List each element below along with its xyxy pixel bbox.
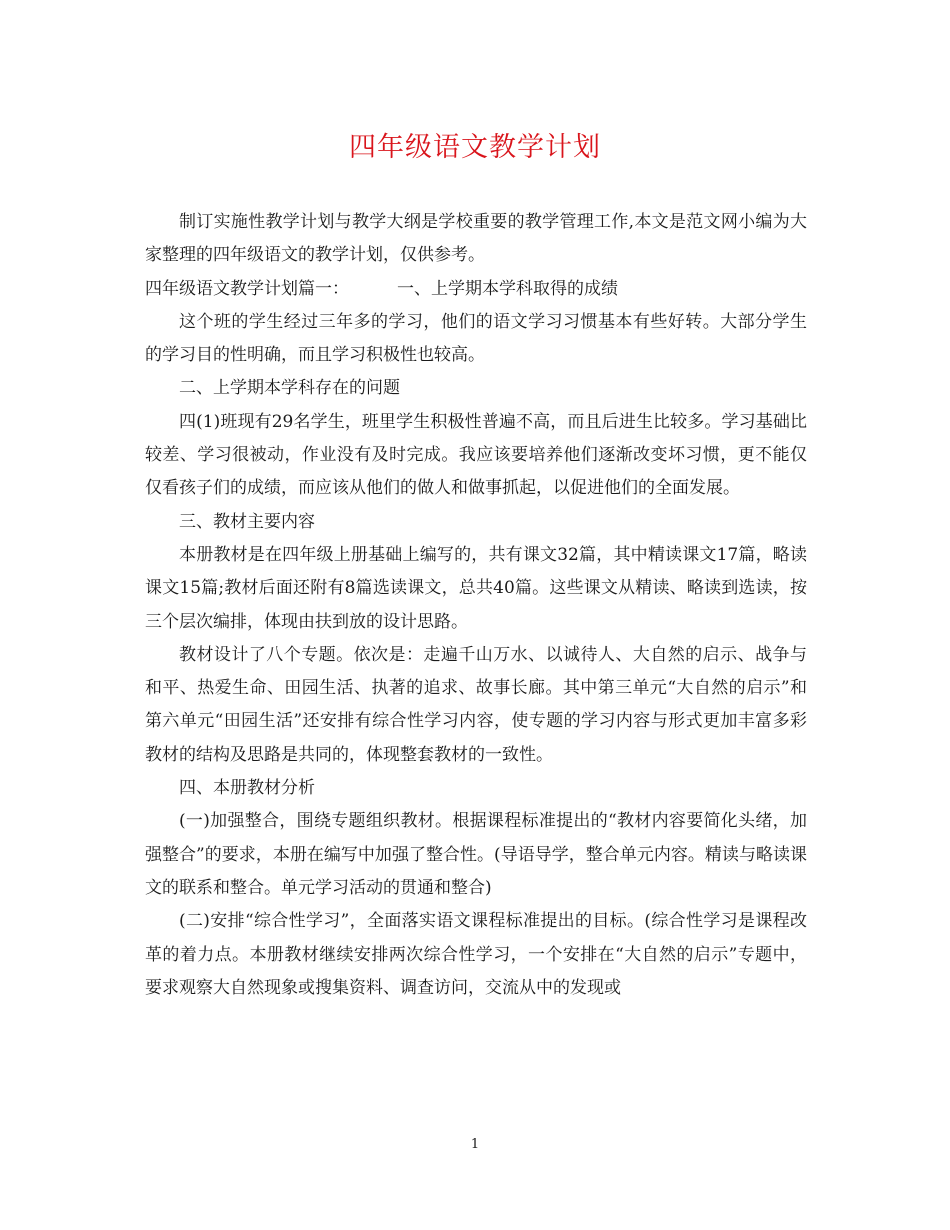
section4-paragraph-2: (二)安排“综合性学习”，全面落实语文课程标准提出的目标。(综合性学习是课程改革的着力点。本册教材继续安排两次综合性学习，一个安排在“大自然的启示”专题中，要求观察大自然现象或搜集资料、调查访问，交流从中的发现或	[145, 911, 807, 998]
section3-paragraph-2: 教材设计了八个专题。依次是：走遍千山万水、以诚待人、大自然的启示、战争与和平、热爱生命、田园生活、执著的追求、故事长廊。其中第三单元“大自然的启示”和第六单元“田园生活”还安排有综合性学习内容，使专题的学习内容与形式更加丰富多彩教材的结构及思路是共同的，体现整套教材的一致性。	[145, 644, 807, 765]
section1-heading: 一、上学期本学科取得的成绩	[397, 278, 618, 299]
document-title: 四年级语文教学计划	[349, 132, 601, 163]
intro-paragraph: 制订实施性教学计划与教学大纲是学校重要的教学管理工作,本文是范文网小编为大家整理的四年级语文的教学计划，仅供参考。	[145, 212, 807, 266]
section4-heading: 四、本册教材分析	[179, 778, 315, 799]
document-body	[145, 206, 807, 1005]
section2-heading: 二、上学期本学科存在的问题	[179, 378, 400, 399]
section3-heading: 三、教材主要内容	[179, 511, 315, 532]
plan-heading-line	[145, 273, 807, 306]
page-number: 1	[470, 1137, 480, 1152]
section3-paragraph-1: 本册教材是在四年级上册基础上编写的，共有课文32篇，其中精读课文17篇，略读课文15篇;教材后面还附有8篇选读课文，总共40篇。这些课文从精读、略读到选读，按三个层次编排，体现由扶到放的设计思路。	[145, 544, 807, 632]
section4-paragraph-1: (一)加强整合，围绕专题组织教材。根据课程标准提出的“教材内容要简化头绪，加强整合”的要求，本册在编写中加强了整合性。(导语导学，整合单元内容。精读与略读课文的联系和整合。单元学习活动的贯通和整合)	[145, 811, 807, 898]
plan-label: 四年级语文教学计划篇一：	[145, 278, 349, 299]
section1-paragraph: 这个班的学生经过三年多的学习，他们的语文学习习惯基本有些好转。大部分学生的学习目的性明确，而且学习积极性也较高。	[145, 311, 807, 366]
section2-paragraph: 四(1)班现有29名学生，班里学生积极性普遍不高，而且后进生比较多。学习基础比较差、学习很被动，作业没有及时完成。我应该要培养他们逐渐改变坏习惯，更不能仅仅看孩子们的成绩，而应该从他们的做人和做事抓起，以促进他们的全面发展。	[145, 411, 807, 499]
